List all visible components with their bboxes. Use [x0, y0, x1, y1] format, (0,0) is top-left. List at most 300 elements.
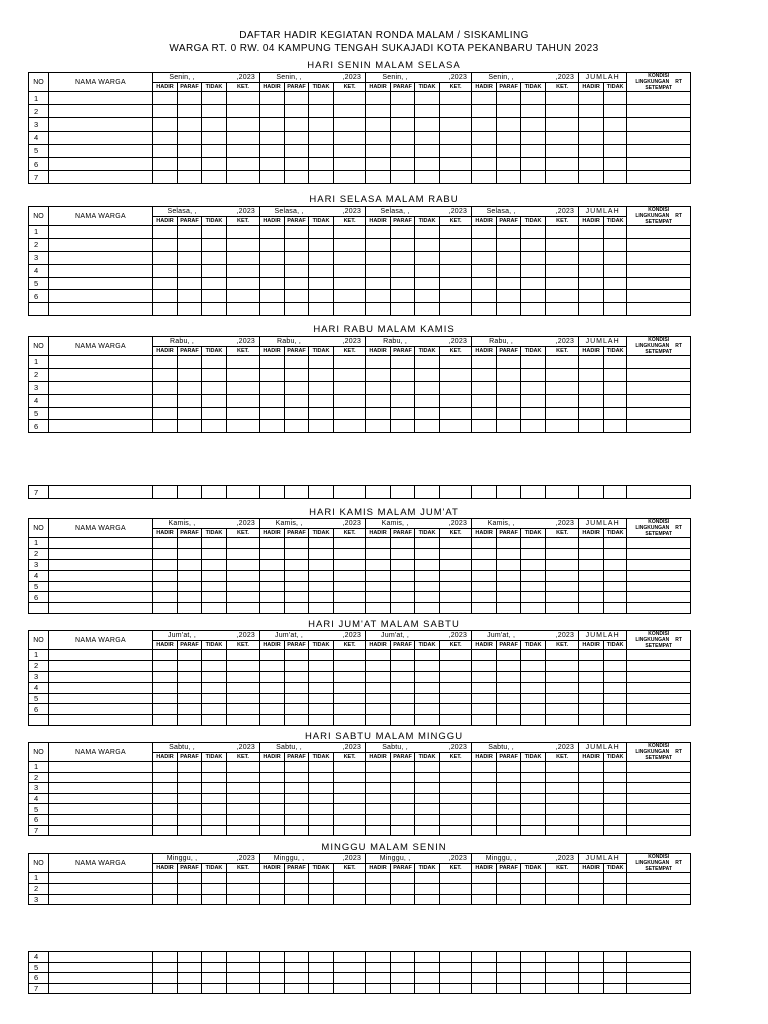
cell-entry[interactable]	[521, 660, 546, 671]
cell-entry[interactable]	[227, 883, 260, 894]
cell-entry[interactable]	[497, 548, 521, 559]
cell-entry[interactable]	[178, 952, 202, 963]
cell-entry[interactable]	[366, 92, 391, 105]
cell-entry[interactable]	[579, 804, 604, 815]
cell-entry[interactable]	[309, 251, 334, 264]
cell-entry[interactable]	[521, 238, 546, 251]
cell-entry[interactable]	[472, 251, 497, 264]
cell-entry[interactable]	[579, 264, 604, 277]
cell-entry[interactable]	[227, 368, 260, 381]
cell-entry[interactable]	[334, 682, 366, 693]
cell-entry[interactable]	[497, 804, 521, 815]
cell-entry[interactable]	[285, 873, 309, 884]
cell-entry[interactable]	[334, 762, 366, 773]
cell-entry[interactable]	[153, 793, 178, 804]
cell-entry[interactable]	[521, 783, 546, 794]
cell-entry[interactable]	[627, 105, 691, 118]
cell-entry[interactable]	[309, 356, 334, 369]
cell-entry[interactable]	[391, 650, 415, 661]
cell-entry[interactable]	[202, 290, 227, 303]
cell-entry[interactable]	[153, 394, 178, 407]
cell-entry[interactable]	[472, 356, 497, 369]
cell-entry[interactable]	[202, 548, 227, 559]
cell-entry[interactable]	[440, 131, 472, 144]
cell-entry[interactable]	[309, 394, 334, 407]
cell-nama-warga[interactable]	[49, 825, 153, 836]
cell-entry[interactable]	[627, 793, 691, 804]
cell-entry[interactable]	[440, 420, 472, 433]
cell-entry[interactable]	[178, 251, 202, 264]
cell-entry[interactable]	[153, 226, 178, 239]
cell-entry[interactable]	[604, 873, 627, 884]
cell-entry[interactable]	[472, 873, 497, 884]
cell-entry[interactable]	[472, 303, 497, 316]
cell-entry[interactable]	[153, 873, 178, 884]
cell-entry[interactable]	[285, 290, 309, 303]
cell-entry[interactable]	[260, 92, 285, 105]
cell-entry[interactable]	[472, 290, 497, 303]
cell-entry[interactable]	[227, 873, 260, 884]
cell-entry[interactable]	[579, 118, 604, 131]
cell-entry[interactable]	[579, 171, 604, 184]
cell-entry[interactable]	[472, 264, 497, 277]
cell-entry[interactable]	[334, 559, 366, 570]
cell-entry[interactable]	[178, 715, 202, 726]
cell-entry[interactable]	[579, 715, 604, 726]
cell-entry[interactable]	[579, 381, 604, 394]
cell-entry[interactable]	[415, 973, 440, 984]
cell-entry[interactable]	[579, 570, 604, 581]
cell-entry[interactable]	[415, 92, 440, 105]
cell-entry[interactable]	[366, 157, 391, 170]
cell-entry[interactable]	[153, 973, 178, 984]
cell-entry[interactable]	[546, 264, 579, 277]
cell-entry[interactable]	[627, 251, 691, 264]
cell-entry[interactable]	[440, 570, 472, 581]
cell-entry[interactable]	[202, 381, 227, 394]
cell-entry[interactable]	[521, 983, 546, 994]
cell-entry[interactable]	[627, 660, 691, 671]
cell-entry[interactable]	[334, 952, 366, 963]
cell-entry[interactable]	[472, 486, 497, 499]
cell-entry[interactable]	[178, 772, 202, 783]
cell-entry[interactable]	[334, 105, 366, 118]
cell-entry[interactable]	[227, 157, 260, 170]
cell-entry[interactable]	[366, 548, 391, 559]
cell-entry[interactable]	[546, 420, 579, 433]
cell-entry[interactable]	[579, 548, 604, 559]
cell-entry[interactable]	[309, 581, 334, 592]
cell-entry[interactable]	[202, 277, 227, 290]
cell-entry[interactable]	[260, 883, 285, 894]
cell-nama-warga[interactable]	[49, 883, 153, 894]
cell-entry[interactable]	[627, 368, 691, 381]
cell-entry[interactable]	[497, 592, 521, 603]
cell-entry[interactable]	[285, 238, 309, 251]
cell-entry[interactable]	[334, 671, 366, 682]
cell-entry[interactable]	[521, 131, 546, 144]
cell-entry[interactable]	[227, 704, 260, 715]
cell-entry[interactable]	[604, 251, 627, 264]
cell-entry[interactable]	[309, 715, 334, 726]
cell-entry[interactable]	[440, 559, 472, 570]
cell-entry[interactable]	[627, 603, 691, 614]
cell-entry[interactable]	[391, 814, 415, 825]
cell-entry[interactable]	[497, 538, 521, 549]
cell-entry[interactable]	[497, 983, 521, 994]
cell-entry[interactable]	[153, 592, 178, 603]
cell-entry[interactable]	[309, 873, 334, 884]
cell-entry[interactable]	[546, 394, 579, 407]
cell-entry[interactable]	[202, 144, 227, 157]
cell-entry[interactable]	[546, 131, 579, 144]
cell-entry[interactable]	[178, 581, 202, 592]
cell-entry[interactable]	[202, 368, 227, 381]
cell-entry[interactable]	[391, 825, 415, 836]
cell-entry[interactable]	[285, 671, 309, 682]
cell-entry[interactable]	[579, 538, 604, 549]
cell-entry[interactable]	[366, 983, 391, 994]
cell-entry[interactable]	[440, 873, 472, 884]
cell-entry[interactable]	[334, 592, 366, 603]
cell-entry[interactable]	[579, 650, 604, 661]
cell-entry[interactable]	[309, 660, 334, 671]
cell-entry[interactable]	[227, 660, 260, 671]
cell-entry[interactable]	[521, 92, 546, 105]
cell-entry[interactable]	[546, 538, 579, 549]
cell-entry[interactable]	[178, 92, 202, 105]
cell-entry[interactable]	[472, 570, 497, 581]
cell-entry[interactable]	[227, 131, 260, 144]
cell-entry[interactable]	[260, 983, 285, 994]
cell-entry[interactable]	[227, 952, 260, 963]
cell-entry[interactable]	[153, 671, 178, 682]
cell-entry[interactable]	[309, 603, 334, 614]
cell-entry[interactable]	[472, 825, 497, 836]
cell-entry[interactable]	[546, 715, 579, 726]
cell-entry[interactable]	[202, 538, 227, 549]
cell-entry[interactable]	[153, 603, 178, 614]
cell-entry[interactable]	[153, 814, 178, 825]
cell-entry[interactable]	[285, 894, 309, 905]
cell-entry[interactable]	[178, 873, 202, 884]
cell-entry[interactable]	[260, 105, 285, 118]
cell-entry[interactable]	[604, 407, 627, 420]
cell-entry[interactable]	[260, 486, 285, 499]
cell-entry[interactable]	[604, 559, 627, 570]
cell-entry[interactable]	[285, 226, 309, 239]
cell-entry[interactable]	[285, 962, 309, 973]
cell-entry[interactable]	[415, 682, 440, 693]
cell-entry[interactable]	[579, 251, 604, 264]
cell-entry[interactable]	[309, 650, 334, 661]
cell-entry[interactable]	[497, 92, 521, 105]
cell-entry[interactable]	[497, 420, 521, 433]
cell-entry[interactable]	[334, 693, 366, 704]
cell-entry[interactable]	[285, 762, 309, 773]
cell-entry[interactable]	[627, 783, 691, 794]
cell-entry[interactable]	[415, 603, 440, 614]
cell-entry[interactable]	[440, 486, 472, 499]
cell-nama-warga[interactable]	[49, 704, 153, 715]
cell-entry[interactable]	[521, 894, 546, 905]
cell-entry[interactable]	[579, 660, 604, 671]
cell-entry[interactable]	[227, 825, 260, 836]
cell-nama-warga[interactable]	[49, 660, 153, 671]
cell-entry[interactable]	[472, 983, 497, 994]
cell-entry[interactable]	[497, 962, 521, 973]
cell-entry[interactable]	[604, 983, 627, 994]
cell-entry[interactable]	[627, 715, 691, 726]
cell-entry[interactable]	[415, 303, 440, 316]
cell-entry[interactable]	[178, 420, 202, 433]
cell-nama-warga[interactable]	[49, 538, 153, 549]
cell-entry[interactable]	[227, 277, 260, 290]
cell-entry[interactable]	[546, 894, 579, 905]
cell-entry[interactable]	[285, 814, 309, 825]
cell-entry[interactable]	[497, 118, 521, 131]
cell-entry[interactable]	[604, 804, 627, 815]
cell-entry[interactable]	[227, 303, 260, 316]
cell-entry[interactable]	[366, 671, 391, 682]
cell-entry[interactable]	[366, 538, 391, 549]
cell-entry[interactable]	[521, 226, 546, 239]
cell-entry[interactable]	[178, 825, 202, 836]
cell-entry[interactable]	[440, 883, 472, 894]
cell-entry[interactable]	[260, 650, 285, 661]
cell-entry[interactable]	[472, 682, 497, 693]
cell-entry[interactable]	[440, 814, 472, 825]
cell-entry[interactable]	[227, 783, 260, 794]
cell-entry[interactable]	[285, 715, 309, 726]
cell-entry[interactable]	[521, 650, 546, 661]
cell-entry[interactable]	[366, 570, 391, 581]
cell-entry[interactable]	[153, 171, 178, 184]
cell-entry[interactable]	[391, 660, 415, 671]
cell-entry[interactable]	[334, 883, 366, 894]
cell-entry[interactable]	[415, 814, 440, 825]
cell-entry[interactable]	[415, 762, 440, 773]
cell-entry[interactable]	[604, 603, 627, 614]
cell-entry[interactable]	[366, 883, 391, 894]
cell-entry[interactable]	[334, 715, 366, 726]
cell-entry[interactable]	[178, 592, 202, 603]
cell-entry[interactable]	[227, 962, 260, 973]
cell-entry[interactable]	[366, 704, 391, 715]
cell-entry[interactable]	[285, 548, 309, 559]
cell-entry[interactable]	[546, 303, 579, 316]
cell-entry[interactable]	[497, 394, 521, 407]
cell-entry[interactable]	[440, 144, 472, 157]
cell-nama-warga[interactable]	[49, 105, 153, 118]
cell-entry[interactable]	[260, 952, 285, 963]
cell-nama-warga[interactable]	[49, 894, 153, 905]
cell-entry[interactable]	[497, 671, 521, 682]
cell-entry[interactable]	[440, 303, 472, 316]
cell-entry[interactable]	[260, 603, 285, 614]
cell-entry[interactable]	[546, 356, 579, 369]
cell-entry[interactable]	[546, 783, 579, 794]
cell-entry[interactable]	[153, 381, 178, 394]
cell-entry[interactable]	[366, 693, 391, 704]
cell-entry[interactable]	[309, 157, 334, 170]
cell-entry[interactable]	[260, 356, 285, 369]
cell-entry[interactable]	[260, 407, 285, 420]
cell-entry[interactable]	[415, 660, 440, 671]
cell-nama-warga[interactable]	[49, 973, 153, 984]
cell-entry[interactable]	[153, 693, 178, 704]
cell-entry[interactable]	[366, 118, 391, 131]
cell-entry[interactable]	[285, 973, 309, 984]
cell-entry[interactable]	[366, 251, 391, 264]
cell-entry[interactable]	[285, 804, 309, 815]
cell-entry[interactable]	[334, 251, 366, 264]
cell-entry[interactable]	[202, 704, 227, 715]
cell-entry[interactable]	[260, 873, 285, 884]
cell-entry[interactable]	[391, 671, 415, 682]
cell-entry[interactable]	[440, 118, 472, 131]
cell-entry[interactable]	[227, 804, 260, 815]
cell-entry[interactable]	[472, 381, 497, 394]
cell-entry[interactable]	[153, 570, 178, 581]
cell-entry[interactable]	[521, 973, 546, 984]
cell-entry[interactable]	[178, 559, 202, 570]
cell-entry[interactable]	[604, 368, 627, 381]
cell-entry[interactable]	[153, 883, 178, 894]
cell-entry[interactable]	[178, 894, 202, 905]
cell-entry[interactable]	[440, 548, 472, 559]
cell-entry[interactable]	[227, 118, 260, 131]
cell-nama-warga[interactable]	[49, 381, 153, 394]
cell-entry[interactable]	[472, 772, 497, 783]
cell-entry[interactable]	[472, 581, 497, 592]
cell-entry[interactable]	[415, 144, 440, 157]
cell-entry[interactable]	[579, 226, 604, 239]
cell-entry[interactable]	[227, 251, 260, 264]
cell-entry[interactable]	[202, 105, 227, 118]
cell-entry[interactable]	[334, 420, 366, 433]
cell-entry[interactable]	[309, 548, 334, 559]
cell-entry[interactable]	[391, 983, 415, 994]
cell-entry[interactable]	[415, 570, 440, 581]
cell-entry[interactable]	[153, 356, 178, 369]
cell-entry[interactable]	[202, 251, 227, 264]
cell-entry[interactable]	[309, 682, 334, 693]
cell-entry[interactable]	[309, 92, 334, 105]
cell-entry[interactable]	[334, 548, 366, 559]
cell-nama-warga[interactable]	[49, 157, 153, 170]
cell-entry[interactable]	[202, 420, 227, 433]
cell-entry[interactable]	[366, 660, 391, 671]
cell-entry[interactable]	[285, 92, 309, 105]
cell-entry[interactable]	[497, 407, 521, 420]
cell-entry[interactable]	[309, 570, 334, 581]
cell-entry[interactable]	[153, 251, 178, 264]
cell-entry[interactable]	[391, 356, 415, 369]
cell-entry[interactable]	[178, 570, 202, 581]
cell-entry[interactable]	[260, 693, 285, 704]
cell-entry[interactable]	[546, 671, 579, 682]
cell-entry[interactable]	[202, 762, 227, 773]
cell-entry[interactable]	[309, 559, 334, 570]
cell-entry[interactable]	[334, 238, 366, 251]
cell-entry[interactable]	[546, 118, 579, 131]
cell-entry[interactable]	[260, 157, 285, 170]
cell-entry[interactable]	[440, 290, 472, 303]
cell-entry[interactable]	[604, 671, 627, 682]
cell-entry[interactable]	[391, 592, 415, 603]
cell-entry[interactable]	[260, 290, 285, 303]
cell-entry[interactable]	[497, 973, 521, 984]
cell-entry[interactable]	[178, 144, 202, 157]
cell-entry[interactable]	[309, 883, 334, 894]
cell-entry[interactable]	[260, 226, 285, 239]
cell-entry[interactable]	[472, 883, 497, 894]
cell-entry[interactable]	[546, 486, 579, 499]
cell-nama-warga[interactable]	[49, 277, 153, 290]
cell-entry[interactable]	[415, 962, 440, 973]
cell-entry[interactable]	[309, 144, 334, 157]
cell-entry[interactable]	[415, 226, 440, 239]
cell-entry[interactable]	[579, 671, 604, 682]
cell-nama-warga[interactable]	[49, 290, 153, 303]
cell-nama-warga[interactable]	[49, 762, 153, 773]
cell-entry[interactable]	[334, 226, 366, 239]
cell-entry[interactable]	[497, 303, 521, 316]
cell-entry[interactable]	[521, 682, 546, 693]
cell-nama-warga[interactable]	[49, 581, 153, 592]
cell-entry[interactable]	[260, 814, 285, 825]
cell-entry[interactable]	[604, 570, 627, 581]
cell-entry[interactable]	[260, 171, 285, 184]
cell-entry[interactable]	[309, 783, 334, 794]
cell-entry[interactable]	[415, 873, 440, 884]
cell-entry[interactable]	[202, 783, 227, 794]
cell-nama-warga[interactable]	[49, 671, 153, 682]
cell-entry[interactable]	[391, 783, 415, 794]
cell-entry[interactable]	[202, 559, 227, 570]
cell-entry[interactable]	[440, 538, 472, 549]
cell-entry[interactable]	[440, 368, 472, 381]
cell-nama-warga[interactable]	[49, 693, 153, 704]
cell-entry[interactable]	[627, 264, 691, 277]
cell-entry[interactable]	[627, 407, 691, 420]
cell-entry[interactable]	[178, 538, 202, 549]
cell-entry[interactable]	[521, 171, 546, 184]
cell-entry[interactable]	[415, 394, 440, 407]
cell-entry[interactable]	[472, 693, 497, 704]
cell-nama-warga[interactable]	[49, 814, 153, 825]
cell-entry[interactable]	[260, 238, 285, 251]
cell-nama-warga[interactable]	[49, 570, 153, 581]
cell-entry[interactable]	[391, 251, 415, 264]
cell-entry[interactable]	[472, 92, 497, 105]
cell-entry[interactable]	[497, 157, 521, 170]
cell-entry[interactable]	[521, 486, 546, 499]
cell-entry[interactable]	[285, 603, 309, 614]
cell-entry[interactable]	[627, 570, 691, 581]
cell-entry[interactable]	[153, 804, 178, 815]
cell-entry[interactable]	[178, 131, 202, 144]
cell-entry[interactable]	[604, 581, 627, 592]
cell-entry[interactable]	[366, 394, 391, 407]
cell-entry[interactable]	[153, 157, 178, 170]
cell-entry[interactable]	[604, 883, 627, 894]
cell-entry[interactable]	[260, 804, 285, 815]
cell-entry[interactable]	[334, 538, 366, 549]
cell-entry[interactable]	[366, 356, 391, 369]
cell-entry[interactable]	[472, 762, 497, 773]
